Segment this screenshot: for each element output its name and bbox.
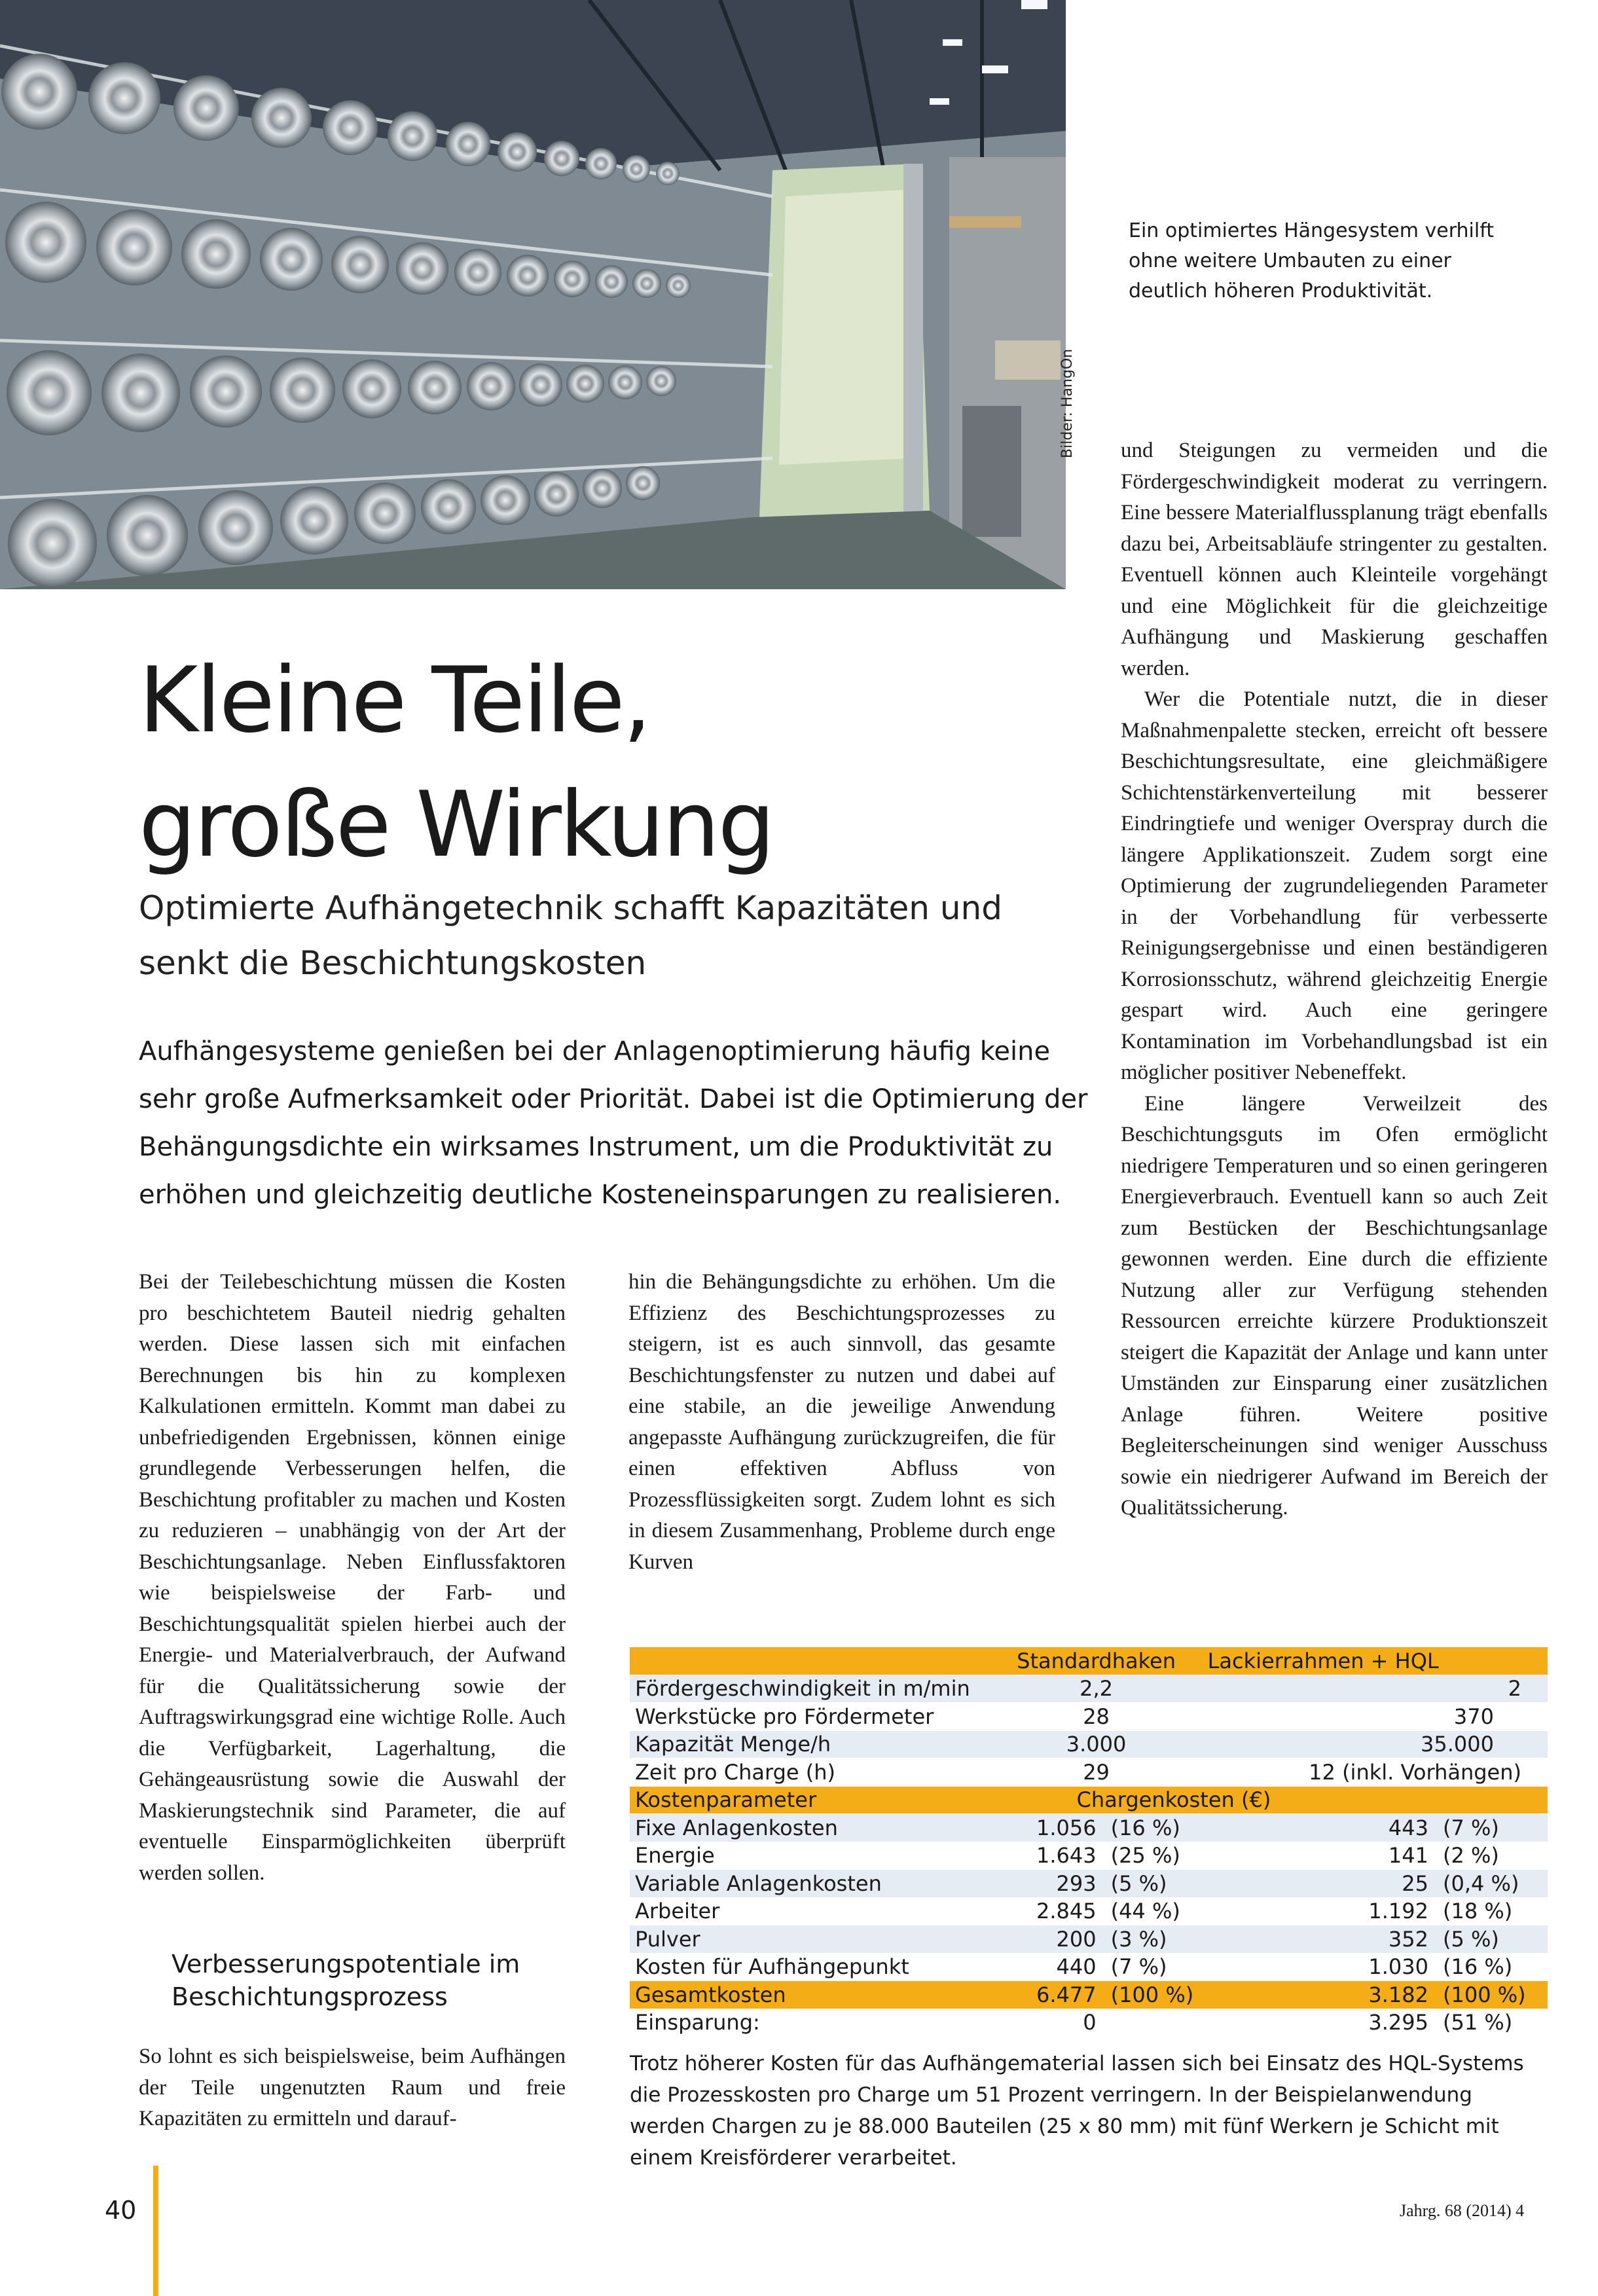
paragraph: hin die Behängungsdichte zu erhöhen. Um die Effizienz des Beschichtungsprozesses zu steigern, ist es auch sinnvoll, das gesamte Beschichtungsfenster zu nutzen und dabei auf eine stabile, an die jeweilige Anwendung angepasste Aufhängung zurückzugreifen, die für einen effektiven Abfluss von Prozessflüssigkeiten sorgt. Zudem lohnt es sich in diesem Zusammenhang, Probleme durch enge Kurven — [628, 1270, 1055, 1574]
paragraph: Eine längere Verweilzeit des Beschichtungsguts im Ofen ermöglicht niedrigere Temperaturen und so einen geringeren Energieverbrauch. Eventuell kann so auch Zeit zum Bestücken der Beschichtungsanlage gewonnen werden. Eine durch die effiziente Nutzung aller zur Verfügung stehenden Ressourcen erreichte kürzere Produktionszeit steigert die Kapazität der Anlage und kann unter Umständen zur Einsparung einer zusätzlichen Anlage führen. Weitere positive Begleiterscheinungen sind weniger Ausschuss sowie ein niedrigerer Aufwand im Bereich der Qualitätssicherung. — [1121, 1091, 1548, 1520]
percent: (7 %) — [1443, 1815, 1499, 1840]
paragraph: und Steigungen zu vermeiden und die Fördergeschwindigkeit moderat zu verringern. Eine bessere Materialflussplanung trägt ebenfalls dazu bei, Arbeitsabläufe stringenter zu gestalten. Eventuell können auch Kleinteile vorgehängt und eine Möglichkeit für die gleichzeitige Aufhängung und Maskierung geschaffen werden. — [1121, 439, 1548, 680]
paragraph: So lohnt es sich beispielsweise, beim Aufhängen der Teile ungenutzten Raum und freie Kapazitäten zu ermitteln und darauf- — [139, 2045, 566, 2130]
cell-standard — [998, 1842, 1195, 1870]
row-label: Zeit pro Charge (h) — [630, 1758, 998, 1787]
cell-hql — [1195, 1925, 1548, 1954]
value: 141 — [1388, 1843, 1428, 1868]
page-title — [139, 638, 773, 887]
table-row — [630, 1925, 1548, 1954]
percent: (51 %) — [1443, 2010, 1513, 2035]
subtitle: Optimierte Aufhängetechnik schafft Kapazitäten und senkt die Beschichtungskosten — [139, 889, 1002, 982]
photo-credit: Bilder: HangOn — [1059, 348, 1076, 458]
header-cell: Standardhaken — [998, 1647, 1195, 1675]
row-label: Arbeiter — [630, 1897, 998, 1925]
table-total-row — [630, 1981, 1548, 2009]
row-label: Einsparung: — [630, 2009, 998, 2037]
lead-paragraph: Aufhängesysteme genießen bei der Anlagenoptimierung häufig keine sehr große Aufmerksamkeit oder Priorität. Dabei ist die Optimierung der Behängungsdichte ein wirksames Instrument, um die Produktivität zu erhöhen und gleichzeitig deutliche Kosteneinsparungen zu realisieren. — [139, 1036, 1088, 1210]
body-column-3 — [1121, 435, 1548, 1524]
value: 200 — [1056, 1926, 1097, 1952]
percent: (3 %) — [1110, 1926, 1167, 1952]
header-cell — [630, 1647, 998, 1675]
table-row — [630, 1842, 1548, 1870]
value: 3.182 — [1368, 1982, 1428, 2007]
title-line-1: Kleine Teile, — [139, 647, 650, 753]
footer-accent-bar — [153, 2166, 158, 2296]
cell-standard — [998, 1814, 1195, 1842]
cell-standard — [998, 1981, 1195, 2009]
row-label: Fördergeschwindigkeit in m/min — [630, 1675, 998, 1703]
cell-hql — [1195, 1814, 1548, 1842]
value: 1.056 — [1036, 1815, 1097, 1840]
cell-standard — [998, 1953, 1195, 1981]
table-header-row — [630, 1647, 1548, 1675]
percent: (0,4 %) — [1443, 1870, 1519, 1896]
cell-standard: 29 — [998, 1758, 1195, 1787]
percent: (44 %) — [1110, 1899, 1180, 1924]
cell-standard: 2,2 — [998, 1675, 1195, 1703]
value: 293 — [1056, 1870, 1097, 1896]
row-label: Kosten für Aufhängepunkt — [630, 1953, 998, 1981]
page-number: 40 — [105, 2196, 137, 2225]
row-label: Gesamtkosten — [630, 1981, 998, 2009]
row-label: Pulver — [630, 1925, 998, 1954]
percent: (100 %) — [1110, 1982, 1194, 2007]
header-cell: Lackierrahmen + HQL — [1195, 1647, 1548, 1675]
cell-hql: 12 (inkl. Vorhängen) — [1195, 1758, 1548, 1787]
table-row — [630, 1897, 1548, 1925]
cell-hql: 370 — [1195, 1703, 1548, 1731]
journal-issue: Jahrg. 68 (2014) 4 — [1400, 2201, 1525, 2220]
table-row — [630, 1758, 1548, 1787]
cell-hql — [1195, 1870, 1548, 1898]
body-column-1-continued — [139, 2041, 566, 2135]
row-label: Werkstücke pro Fördermeter — [630, 1703, 998, 1731]
cell-hql — [1195, 1953, 1548, 1981]
percent: (2 %) — [1443, 1843, 1499, 1868]
paragraph: Wer die Potentiale nutzt, die in dieser Maßnahmenpalette stecken, erreicht oft bessere Beschichtungsresultate, eine gleichmäßigere Schichtenstärkenverteilung mit besserer Eindringtiefe und weniger Overspray durch die längere Applikationszeit. Zudem sorgt eine Optimierung der zugrundeliegenden Parameter in der Vorbehandlung für verbesserte Reinigungsergebnisse und einen beständigeren Korrosionsschutz, während gleichzeitig Energie gespart wird. Auch eine geringere Kontamination im Vorbehandlungsbad ist ein möglicher positiver Nebeneffekt. — [1121, 687, 1548, 1084]
table-row — [630, 1730, 1548, 1758]
cell-hql: 2 — [1195, 1675, 1548, 1703]
value: 443 — [1388, 1815, 1428, 1840]
table-caption: Trotz höherer Kosten für das Aufhängematerial lassen sich bei Einsatz des HQL-Systems die Prozesskosten pro Charge um 51 Prozent verringern. In der Beispielanwendung werden Chargen zu je 88.000 Bauteilen (25 x 80 mm) mit fünf Werkern je Schicht mit einem Kreisförderer verarbeitet. — [630, 2052, 1524, 2170]
value: 2.845 — [1036, 1899, 1097, 1924]
table-row — [630, 1675, 1548, 1703]
cost-comparison-table — [630, 1647, 1548, 2037]
table-row — [630, 1703, 1548, 1731]
cell-standard — [998, 1870, 1195, 1898]
value: 440 — [1056, 1954, 1097, 1980]
row-label: Energie — [630, 1842, 998, 1870]
table-row — [630, 1953, 1548, 1981]
table-row — [630, 1870, 1548, 1898]
header-photo — [0, 0, 1066, 589]
section-heading: Verbesserungspotentiale im Beschichtungsprozess — [172, 1950, 520, 2011]
cell-hql — [1195, 1897, 1548, 1925]
cell-standard: 28 — [998, 1703, 1195, 1731]
cell-standard — [998, 1925, 1195, 1954]
body-column-1 — [139, 1267, 566, 1889]
cell-standard — [998, 2009, 1195, 2037]
percent: (16 %) — [1110, 1815, 1180, 1840]
percent: (18 %) — [1443, 1899, 1513, 1924]
cell-standard — [998, 1897, 1195, 1925]
cell-standard: 3.000 — [998, 1730, 1195, 1758]
value: 25 — [1402, 1870, 1428, 1896]
body-column-2 — [628, 1267, 1055, 1578]
cell-hql — [1195, 1981, 1548, 2009]
table-savings-row — [630, 2009, 1548, 2037]
value: 1.030 — [1368, 1954, 1428, 1980]
row-label: Variable Anlagenkosten — [630, 1870, 998, 1898]
value: 0 — [1083, 2010, 1097, 2035]
percent: (7 %) — [1110, 1954, 1167, 1980]
value: 1.192 — [1368, 1899, 1428, 1924]
cell-hql: 35.000 — [1195, 1730, 1548, 1758]
percent: (5 %) — [1443, 1926, 1499, 1952]
value: 352 — [1388, 1926, 1428, 1952]
value: 1.643 — [1036, 1843, 1097, 1868]
percent: (5 %) — [1110, 1870, 1167, 1896]
row-label: Fixe Anlagenkosten — [630, 1814, 998, 1842]
value: 3.295 — [1368, 2010, 1428, 2035]
band-value: Chargenkosten (€) — [998, 1786, 1548, 1814]
title-line-2: große Wirkung — [139, 772, 774, 877]
value: 6.477 — [1036, 1982, 1097, 2007]
table-band-row — [630, 1786, 1548, 1814]
table-row — [630, 1814, 1548, 1842]
coating-line-illustration — [0, 0, 1066, 589]
cell-hql — [1195, 1842, 1548, 1870]
percent: (100 %) — [1443, 1982, 1526, 2007]
row-label: Kapazität Menge/h — [630, 1730, 998, 1758]
band-label: Kostenparameter — [630, 1786, 998, 1814]
photo-caption: Ein optimiertes Hängesystem verhilft ohne weitere Umbauten zu einer deutlich höheren Produktivität. — [1129, 219, 1495, 302]
cell-hql — [1195, 2009, 1548, 2037]
percent: (16 %) — [1443, 1954, 1513, 1980]
paragraph: Bei der Teilebeschichtung müssen die Kosten pro beschichtetem Bauteil niedrig gehalten werden. Diese lassen sich mit einfachen Berechnungen bis hin zu komplexen Kalkulationen ermitteln. Kommt man dabei zu unbefriedigenden Ergebnissen, können einige grundlegende Verbesserungen helfen, die Beschichtung profitabler zu machen und Kosten zu reduzieren – unabhängig von der Art der Beschichtungsanlage. Neben Einflussfaktoren wie beispielsweise der Farb- und Beschichtungsqualität spielen hierbei auch der Energie- und Materialverbrauch, der Aufwand für die Qualitätssicherung sowie der Auftragswirkungsgrad eine wichtige Rolle. Auch die Verfügbarkeit, Lagerhaltung, die Gehängeausrüstung sowie die Auswahl der Maskierungstechnik sind Parameter, die auf eventuelle Einsparmöglichkeiten überprüft werden sollen. — [139, 1270, 566, 1885]
percent: (25 %) — [1110, 1843, 1180, 1868]
